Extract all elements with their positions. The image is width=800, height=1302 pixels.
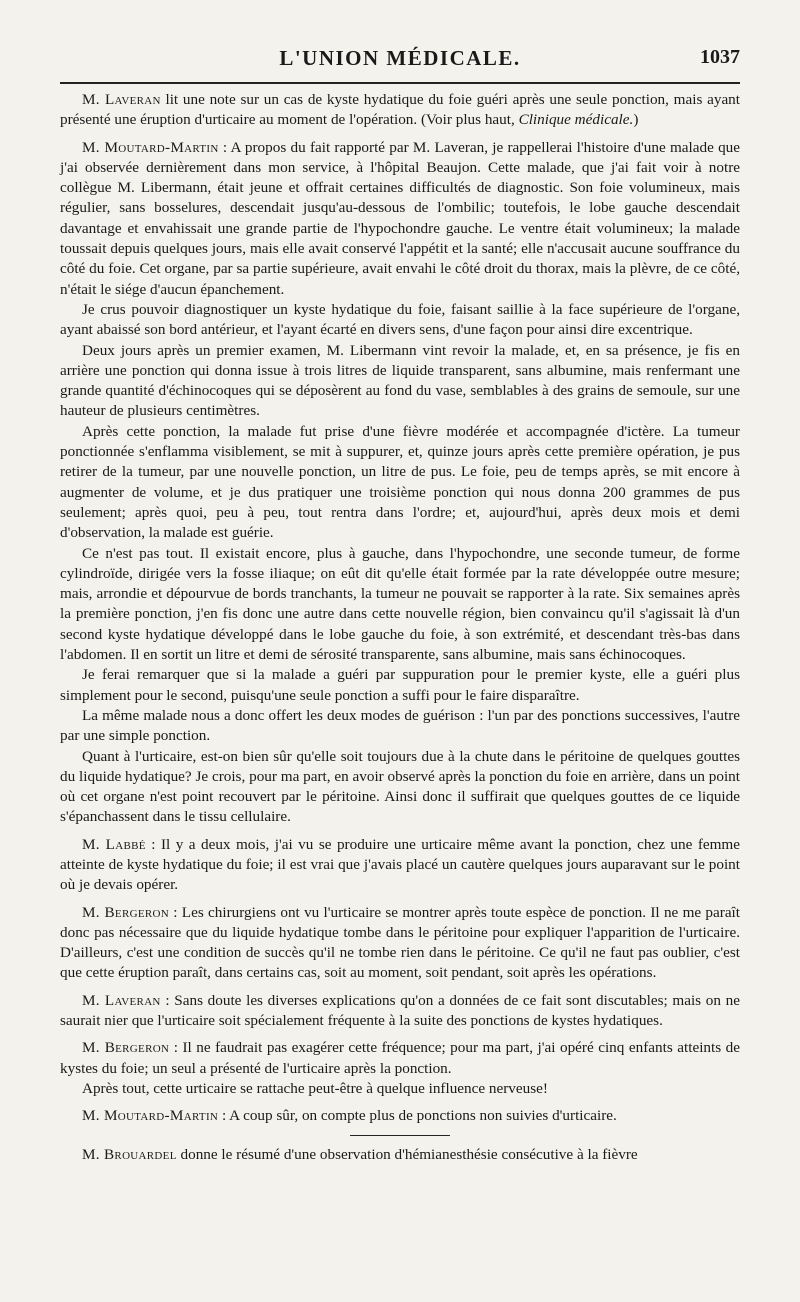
paragraph: [60, 835, 740, 896]
paragraph: [60, 991, 740, 1032]
paragraph: [60, 300, 740, 341]
paragraph: [60, 747, 740, 828]
speaker-name: M. Laveran: [82, 91, 161, 108]
paragraph-text: La même malade nous a donc offert les deux modes de guérison : l'un par des ponctions successives, l'autre par une simple ponction.: [60, 706, 740, 745]
paragraph-text: Ce n'est pas tout. Il existait encore, plus à gauche, dans l'hypochondre, une seconde tumeur, de forme cylindroïde, dirigée vers la fosse iliaque; on eût dit qu'elle était formée par la rate développée outre mesure; mais, arrondie et dépourvue de bords tranchants, la tumeur ne pouvait se rapporter à la rate. Six semaines après la première ponction, j'en fis donc une autre dans cette nouvelle région, bien convaincu qu'il s'agissait là d'un second kyste hydatique développé dans le lobe gauche du foie, à son extrémité, et descendant très-bas dans l'abdomen. Il en sortit un litre et demi de sérosité transparente, sans albumine, mais sans échinocoques.: [60, 544, 740, 664]
header-rule: [60, 82, 740, 84]
paragraph-text: Quant à l'urticaire, est-on bien sûr qu'elle soit toujours due à la chute dans le péritoine de quelques gouttes du liquide hydatique? Je crois, pour ma part, en avoir observé après la ponction du foie en arrière, dans un point où cet organe n'est point recouvert par le péritoine. Ainsi donc il suffirait que quelques gouttes de ce liquide s'épanchassent dans le tissu cellulaire.: [60, 747, 740, 826]
citation-italic: Clinique médicale.: [518, 111, 634, 129]
paragraph-text: : Il ne faudrait pas exagérer cette fréquence; pour ma part, j'ai opéré cinq enfants atteints de kystes du foie; un seul a présenté de l'urticaire après la ponction.: [60, 1039, 740, 1077]
paragraph: [60, 422, 740, 544]
speaker-name: M. Labbé: [82, 835, 146, 853]
paragraph-text: lit une note sur un cas de kyste hydatique du foie guéri après une seule ponction, mais ayant présenté une éruption d'urticaire au moment de l'opération. (Voir plus haut,: [60, 91, 740, 129]
journal-title: L'UNION MÉDICALE.: [279, 46, 521, 70]
paragraph: [60, 544, 740, 666]
paragraph: [60, 90, 740, 131]
paragraph-text: donne le résumé d'une observation d'hémianesthésie consécutive à la fièvre: [176, 1145, 638, 1163]
section-rule: [350, 1135, 450, 1136]
paragraph: [60, 1106, 740, 1126]
paragraph: [60, 138, 740, 300]
page-number: 1037: [700, 46, 740, 68]
running-header: [60, 46, 740, 80]
paragraph-text: : A propos du fait rapporté par M. Laveran, je rappellerai l'histoire d'une malade que j'ai observée dernièrement dans mon service, à l'hôpital Beaujon. Cette malade, que j'ai fait voir à notre collègue M. Libermann, était jeune et offrait certaines difficultés de diagnostic. Son foie volumineux, mais régulier, sans bosselures, descendait jusqu'au-dessous de l'ombilic; toutefois, le lobe gauche descendait davantage et envahissait une grande partie de l'hypochondre gauche. Le ventre était volumineux; la malade toussait depuis quelques jours, mais elle avait conservé l'appétit et la santé; elle n'accusait aucune souffrance du côté du foie. Cet organe, par sa partie supérieure, avait envahi le côté droit du thorax, mais la plèvre, de ce côté, n'était le siége d'aucun épanchement.: [60, 138, 740, 298]
article-body: [60, 90, 740, 1165]
speaker-name: M. Bergeron: [82, 1039, 170, 1057]
paragraph-text: Je crus pouvoir diagnostiquer un kyste hydatique du foie, faisant saillie à la face supérieure de l'organe, ayant abaissé son bord antérieur, et l'ayant écarté en divers sens, d'une façon pour ainsi dire excentrique.: [60, 300, 740, 339]
speaker-name: M. Brouardel: [82, 1145, 177, 1163]
paragraph: [60, 903, 740, 984]
speaker-name: M. Laveran: [82, 991, 161, 1009]
paragraph-text: : A coup sûr, on compte plus de ponctions non suivies d'urticaire.: [218, 1107, 617, 1125]
paragraph-text: : Les chirurgiens ont vu l'urticaire se montrer après toute espèce de ponction. Il ne me paraît donc pas nécessaire que du liquide hydatique tombe dans le péritoine pour expliquer l'apparition de l'urticaire. D'ailleurs, c'est une condition de succès qu'il ne tombe rien dans le péritoine. Ce qu'il ne faut pas oublier, c'est que cette éruption paraît, dans certains cas, soit au moment, soit pendant, soit après les opérations.: [60, 903, 740, 982]
paragraph: [60, 1079, 740, 1099]
paragraph-text: : Sans doute les diverses explications qu'on a données de ce fait sont discutables; mais on ne saurait nier que l'urticaire soit spécialement fréquente à la suite des ponctions de kystes hydatiques.: [60, 991, 740, 1030]
paragraph: [60, 1038, 740, 1079]
paragraph: [60, 665, 740, 706]
speaker-name: M. Bergeron: [82, 903, 169, 921]
paragraph-text: Deux jours après un premier examen, M. Libermann vint revoir la malade, et, en sa présence, je fis en arrière une ponction qui donna issue à trois litres de liquide transparent, sans albumine, mais renfermant une grande quantité d'échinocoques qui se déposèrent au fond du vase, semblables à des grains de semoule, sur une hauteur de plusieurs centimètres.: [60, 341, 740, 420]
paragraph: [60, 341, 740, 422]
paragraph: [60, 1145, 740, 1165]
paragraph-text: Je ferai remarquer que si la malade a guéri par suppuration pour le premier kyste, elle a guéri plus simplement pour le second, puisqu'une seule ponction a suffi pour le faire disparaître.: [60, 666, 740, 704]
paragraph-text: Après tout, cette urticaire se rattache peut-être à quelque influence nerveuse!: [82, 1079, 548, 1097]
speaker-name: M. Moutard-Martin: [82, 138, 219, 156]
speaker-name: M. Moutard-Martin: [82, 1107, 219, 1125]
paragraph: [60, 706, 740, 747]
paragraph-tail: ): [633, 111, 639, 129]
paragraph-text: Après cette ponction, la malade fut prise d'une fièvre modérée et accompagnée d'ictère. La tumeur ponctionnée s'enflamma visiblement, se mit à suppurer, et, quinze jours après cette première opération, je pus retirer de la tumeur, par une nouvelle ponction, un litre de pus. Le foie, peu de temps après, se mit encore à augmenter de volume, et je dus pratiquer une troisième ponction qui nous donna 200 grammes de pus seulement; après quoi, peu à peu, tout rentra dans l'ordre; et, aujourd'hui, après deux mois et demi d'observation, la malade est guérie.: [60, 422, 740, 542]
paragraph-text: : Il y a deux mois, j'ai vu se produire une urticaire même avant la ponction, chez une femme atteinte de kyste hydatique du foie; il est vrai que j'avais placé un cautère quelques jours auparavant sur le point où je devais opérer.: [60, 835, 740, 894]
